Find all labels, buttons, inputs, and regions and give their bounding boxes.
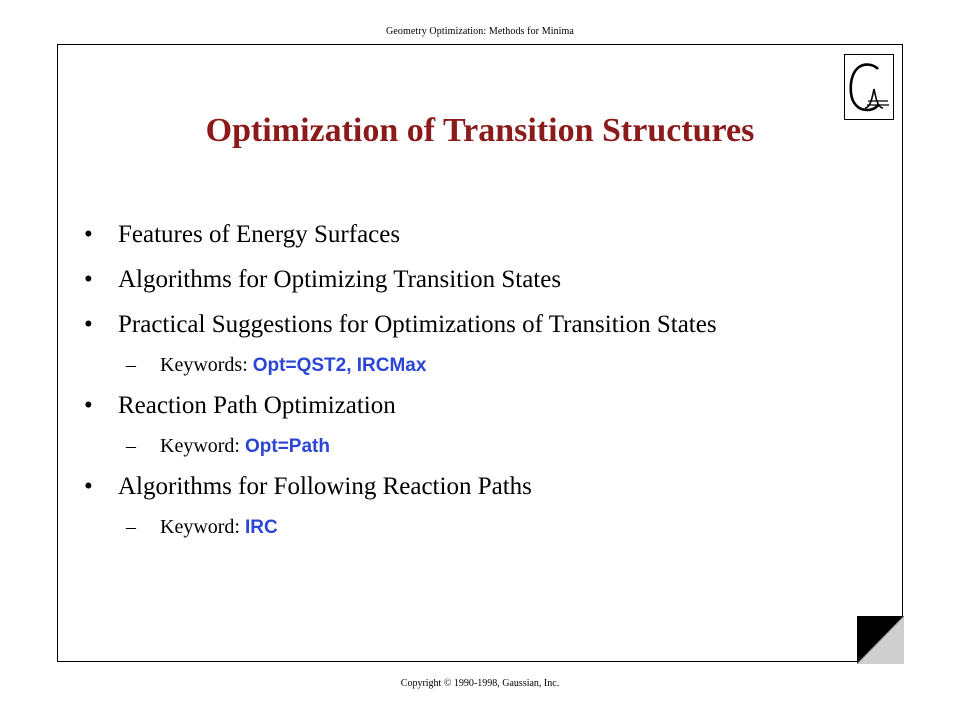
bullet-item: [84, 310, 844, 340]
bullet-icon: •: [84, 266, 93, 293]
bullet-icon: •: [84, 392, 93, 419]
bullet-text: Algorithms for Optimizing Transition States: [118, 266, 562, 293]
sub-bullet-label: Keyword:: [160, 435, 240, 457]
sub-bullet-label: Keywords:: [160, 354, 248, 376]
bullet-item: [84, 265, 844, 295]
sub-bullet-item: [84, 433, 844, 460]
bullet-list: [84, 220, 844, 553]
bullet-icon: •: [84, 311, 93, 338]
keyword-text: IRC: [244, 517, 278, 538]
dash-icon: –: [126, 516, 136, 538]
bullet-icon: •: [84, 221, 93, 248]
dash-icon: –: [126, 435, 136, 457]
bullet-text: Reaction Path Optimization: [118, 392, 396, 419]
sub-bullet-label: Keyword:: [160, 516, 240, 538]
bullet-item: [84, 472, 844, 502]
dash-icon: –: [126, 354, 136, 376]
slide-title: Optimization of Transition Structures: [205, 112, 755, 149]
slide-footer: Copyright © 1990-1998, Gaussian, Inc.: [400, 678, 560, 689]
keyword-text: Opt=QST2, IRCMax: [252, 355, 427, 376]
bullet-item: [84, 220, 844, 250]
sub-bullet-item: [84, 352, 844, 379]
gaussian-logo-icon: [844, 54, 894, 120]
sub-bullet-item: [84, 514, 844, 541]
bullet-text: Algorithms for Following Reaction Paths: [118, 473, 532, 500]
bullet-item: [84, 391, 844, 421]
page-corner-icon: [857, 616, 904, 664]
bullet-icon: •: [84, 473, 93, 500]
bullet-text: Practical Suggestions for Optimizations of Transition States: [118, 311, 717, 338]
bullet-text: Features of Energy Surfaces: [118, 221, 401, 248]
keyword-text: Opt=Path: [244, 436, 330, 457]
slide-header: Geometry Optimization: Methods for Minima: [386, 26, 574, 37]
